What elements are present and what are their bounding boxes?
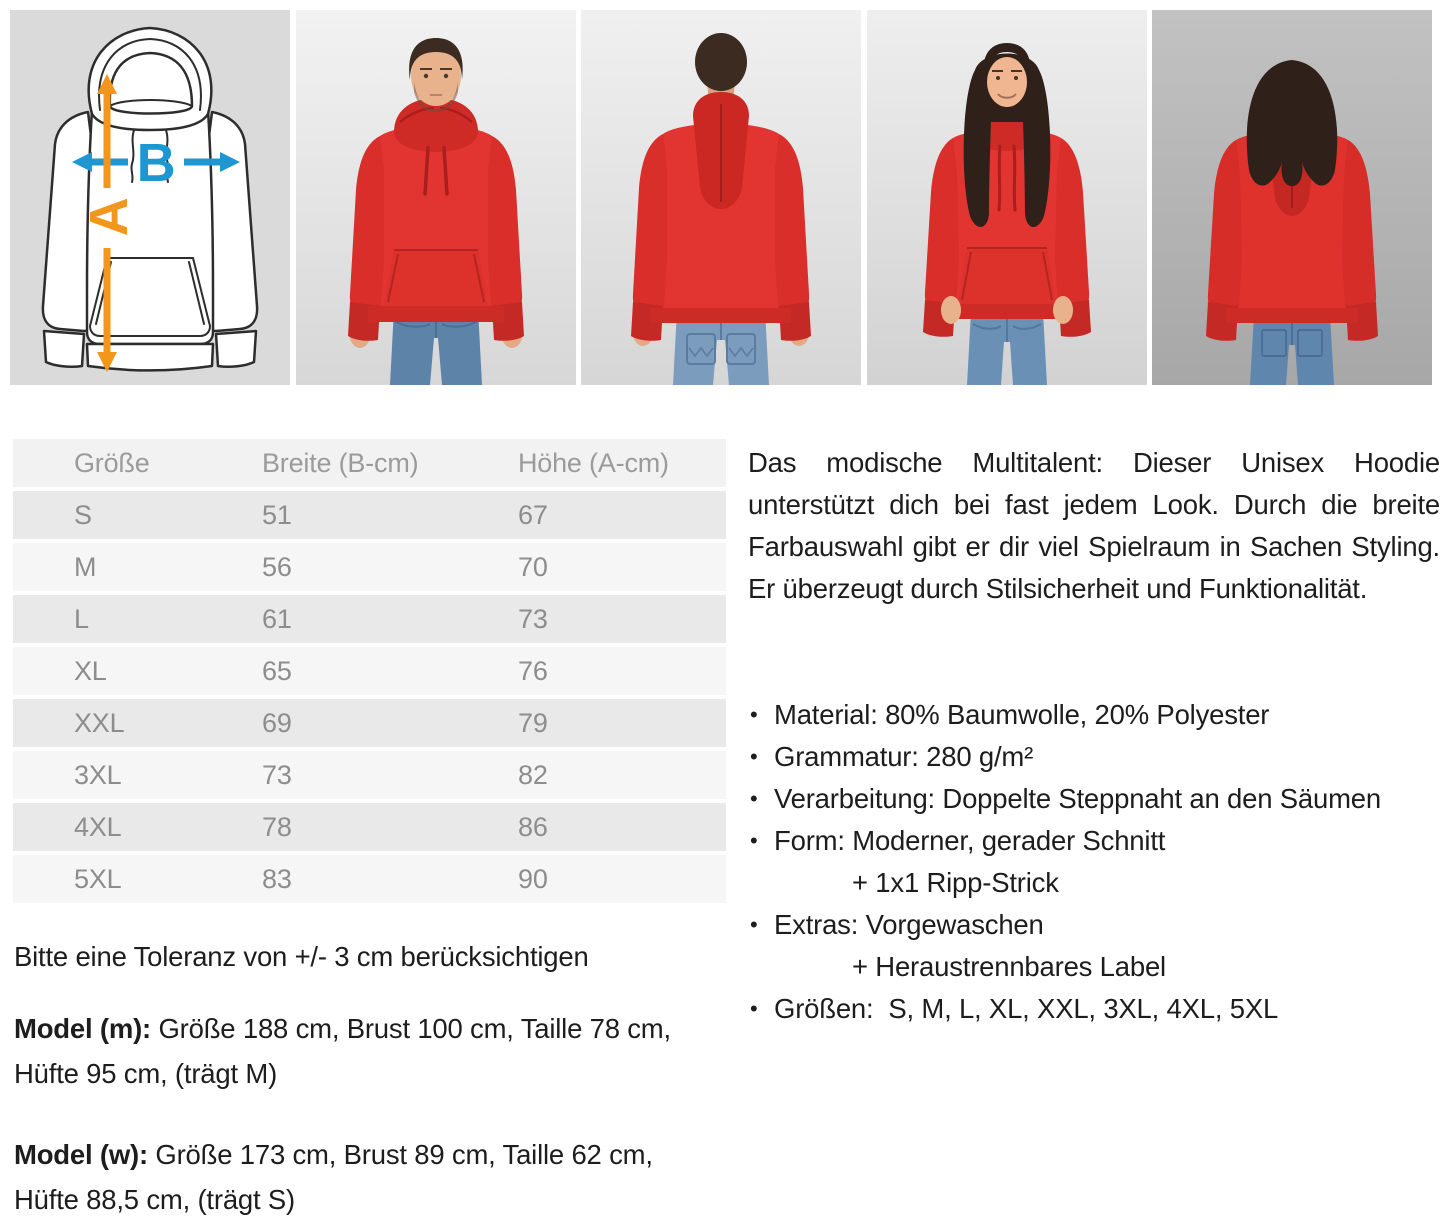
size-cell: L [74,604,89,634]
feature-item-ripp-strick: + 1x1 Ripp-Strick [852,867,1059,898]
size-cell: XL [74,656,107,686]
bullet-icon: • [750,744,758,769]
column-header-size: Größe [74,448,150,478]
feature-item-material: • Material: 80% Baumwolle, 20% Polyester [748,694,1442,736]
bullet-icon: • [750,912,758,937]
height-cell: 79 [518,708,548,738]
photo-male-back [581,10,861,385]
model-w-note [14,1132,720,1217]
female-front-illustration [867,10,1147,385]
feature-item-form: • Form: Moderner, gerader Schnitt [748,820,1442,862]
width-cell: 73 [262,760,292,790]
table-row [13,803,726,851]
feature-item-extras: • Extras: Vorgewaschen [748,904,1442,946]
height-label: A [79,197,139,237]
bullet-icon: • [750,702,758,727]
photo-male-front [296,10,576,385]
size-table-header-row [13,439,726,487]
height-cell: 70 [518,552,548,582]
bullet-icon: • [750,996,758,1021]
height-cell: 86 [518,812,548,842]
table-row [13,491,726,539]
table-row [13,647,726,695]
feature-list [748,694,1442,1030]
width-cell: 65 [262,656,292,686]
hoodie-measurement-illustration [10,10,290,385]
bullet-icon: • [750,786,758,811]
height-cell: 76 [518,656,548,686]
male-back-illustration [581,10,861,385]
feature-item-verarbeitung: • Verarbeitung: Doppelte Steppnaht an den Säumen [748,778,1442,820]
table-row [13,855,726,903]
photo-female-back [1152,10,1432,385]
width-label: B [136,133,176,193]
feature-item-groessen: • Größen: S, M, L, XL, XXL, 3XL, 4XL, 5XL [748,988,1442,1030]
size-cell: M [74,552,97,582]
model-w-label: Model (w): [14,1139,148,1170]
column-header-width: Breite (B-cm) [262,448,419,478]
size-diagram [10,10,290,385]
size-cell: XXL [74,708,125,738]
size-cell: 4XL [74,812,122,842]
feature-item-label: + Heraustrennbares Label [852,951,1166,982]
width-cell: 61 [262,604,292,634]
feature-item-grammatur: • Grammatur: 280 g/m² [748,736,1442,778]
bullet-icon: • [750,828,758,853]
male-front-illustration [296,10,576,385]
width-cell: 51 [262,500,292,530]
height-cell: 82 [518,760,548,790]
size-cell: S [74,500,92,530]
size-cell: 3XL [74,760,122,790]
width-cell: 69 [262,708,292,738]
width-cell: 56 [262,552,292,582]
width-cell: 78 [262,812,292,842]
size-table [13,439,726,907]
column-header-height: Höhe (A-cm) [518,448,669,478]
female-back-illustration [1152,10,1432,385]
model-m-label: Model (m): [14,1013,152,1044]
model-m-note [14,1006,720,1096]
table-row [13,543,726,591]
model-w-text: Größe 173 cm, Brust 89 cm, Taille 62 cm, Hüfte 88,5 cm, (trägt S) [14,1139,653,1215]
height-cell: 73 [518,604,548,634]
table-row [13,751,726,799]
tolerance-note: Bitte eine Toleranz von +/- 3 cm berücksichtigen [14,941,589,972]
size-cell: 5XL [74,864,122,894]
height-cell: 90 [518,864,548,894]
media-row [10,10,1432,385]
height-cell: 67 [518,500,548,530]
table-row [13,699,726,747]
product-description: Das modische Multitalent: Dieser Unisex Hoodie unterstützt dich bei fast jedem Look. Durch die breite Farbauswahl gibt er dir viel Spielraum in Sachen Styling. Er überzeugt durch Stilsicherheit und Funktionalität. [748,447,1440,604]
width-cell: 83 [262,864,292,894]
photo-female-front [867,10,1147,385]
model-m-text: Größe 188 cm, Brust 100 cm, Taille 78 cm, Hüfte 95 cm, (trägt M) [14,1013,671,1089]
table-row [13,595,726,643]
